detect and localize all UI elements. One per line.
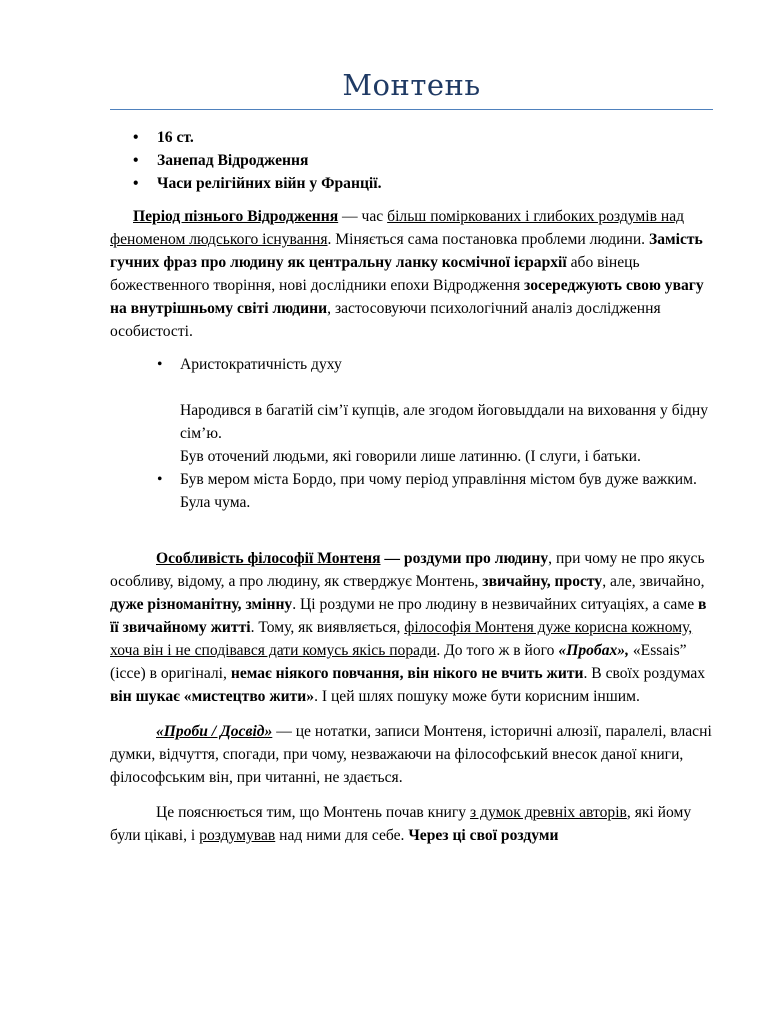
text-span: звичайну, просту [482, 573, 603, 590]
list-item: • Занепад Відродження [110, 149, 715, 172]
paragraph-essays [110, 720, 715, 789]
text-span: дуже різноманітну, змінну [110, 596, 293, 613]
text-span: в її звичайному житті [110, 596, 707, 636]
text-span: філософія Монтеня дуже корисна кожному, хоча він і не сподівався дати комусь якісь поради [110, 619, 693, 659]
text-span: , які йому були цікаві, і [110, 804, 692, 844]
text-span: . Ці роздуми не про людину в незвичайних ситуаціях, а саме [292, 596, 699, 613]
list-item: • Часи релігійних війн у Франції. [110, 172, 715, 195]
text-span: над ними для себе. [275, 827, 409, 844]
text-span: . В своїх роздумах [583, 665, 706, 682]
text-span: «Пробах», [558, 642, 629, 659]
biography-list-continued [110, 468, 715, 514]
list-item: • 16 ст. [110, 126, 715, 149]
text-span: . До того ж в його [436, 642, 559, 659]
text-span: , при чому не про якусь особливу, відому, а про людину, як стверджує Монтень, [110, 550, 705, 590]
text-span: роздумував [199, 827, 276, 844]
paragraph-late-renaissance [110, 205, 715, 343]
paragraph-philosophy-feature [110, 547, 715, 708]
text-span: — час [338, 208, 388, 225]
text-span: немає ніякого повчання, він нікого не вчить жити [230, 665, 584, 682]
text-span: — це нотатки, записи Монтеня, історичні алюзії, паралелі, власні думки, відчуття, спогади, при чому, незважаючи на філософський внесок даної книги, філософським він, при читанні, не здається. [110, 723, 712, 786]
text-span: Замість гучних фраз про людину як центральну ланку космічної ієрархії [110, 231, 703, 271]
text-span: Особливість філософії Монтеня [156, 550, 381, 567]
text-span: . Міняється сама постановка проблеми людини. [327, 231, 649, 248]
intro-bullet-list [110, 126, 715, 195]
text-span: зосереджують свою увагу на внутрішньому світі людини [110, 277, 704, 317]
document-body [110, 126, 715, 847]
list-subtext: Народився в багатій сім’ї купців, але згодом йоговыддали на виховання у бідну сім’ю. [180, 402, 709, 442]
text-span: , але, звичайно, [602, 573, 705, 590]
list-subtext: Був оточений людьми, які говорили лише латинню. (І слуги, і батьки. [180, 448, 641, 465]
list-item: • Був мером міста Бордо, при чому період управління містом був дуже важким. Була чума. [110, 468, 715, 514]
list-item: • Аристократичність духу [110, 353, 715, 376]
text-span: Період пізнього Відродження [133, 208, 339, 225]
page-title: Монтень [342, 68, 481, 102]
title-underline-rule [110, 109, 713, 110]
text-span: «Проби / Досвід» [156, 723, 273, 740]
biography-list [110, 353, 715, 376]
paragraph-explanation [110, 801, 715, 847]
text-span: — роздуми про людину [380, 550, 549, 567]
text-span: . Тому, як виявляється, [250, 619, 405, 636]
text-span: «Essais” (іссе) в оригіналі, [110, 642, 687, 682]
text-span: більш поміркованих і глибоких роздумів над феноменом людського існування [110, 208, 685, 248]
text-span: Через ці свої роздуми [408, 827, 559, 844]
text-span: , застосовуючи психологічний аналіз дослідження особистості. [110, 300, 661, 340]
text-span: Це пояснюється тим, що Монтень почав книгу [156, 804, 470, 821]
text-span: він шукає «мистецтво жити» [110, 688, 315, 705]
text-span: або вінець божественного творіння, нові дослідники епохи Відродження [110, 254, 640, 294]
text-span: з думок древніх авторів [469, 804, 627, 821]
text-span: . І цей шлях пошуку може бути корисним іншим. [314, 688, 640, 705]
